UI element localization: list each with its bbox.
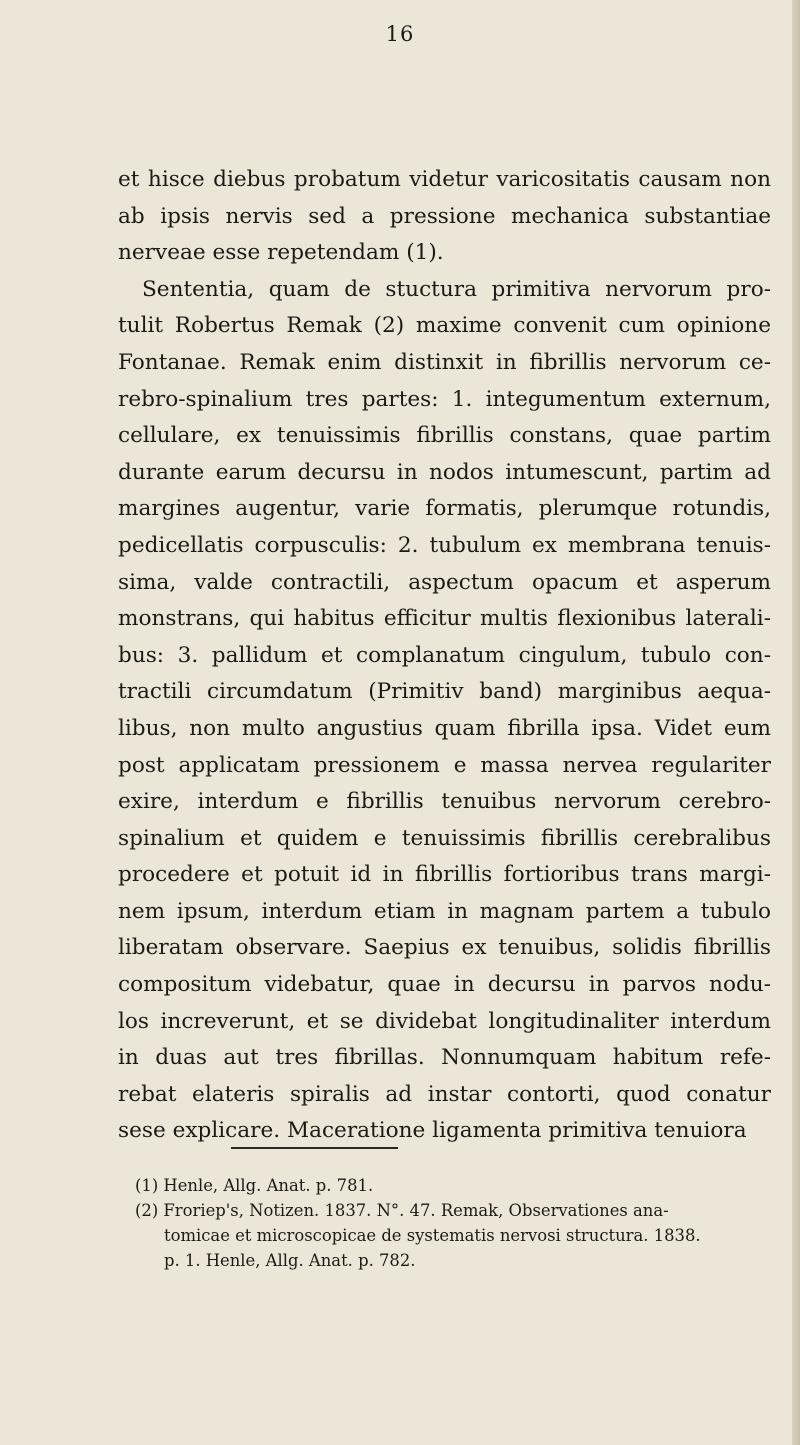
text-line: monstrans, qui habitus efficitur multis flexionibus laterali- <box>118 606 771 632</box>
text-line: sese explicare. Maceratione ligamenta primitiva tenuiora <box>118 1118 747 1144</box>
text-line: nerveae esse repetendam (1). <box>118 240 444 266</box>
text-line: ab ipsis nervis sed a pressione mechanica substantiae <box>118 203 771 229</box>
text-line: tractili circumdatum (Primitiv band) marginibus aequa- <box>118 679 771 705</box>
text-line: procedere et potuit id in fibrillis fortioribus trans margi- <box>118 862 771 888</box>
text-line: margines augentur, varie formatis, plerumque rotundis, <box>118 496 771 522</box>
text-line: rebro-spinalium tres partes: 1. integumentum externum, <box>118 386 771 412</box>
text-line: compositum videbatur, quae in decursu in parvos nodu- <box>118 972 771 998</box>
page-number: 16 <box>385 22 415 46</box>
text-line: liberatam observare. Saepius ex tenuibus, solidis fibrillis <box>118 935 771 961</box>
footnote-2-continuation: tomicae et microscopicae de systematis nervosi structura. 1838. <box>164 1226 701 1245</box>
text-line: exire, interdum e fibrillis tenuibus nervorum cerebro- <box>118 789 771 815</box>
text-line: sima, valde contractili, aspectum opacum et asperum <box>118 569 771 595</box>
text-line: rebat elateris spiralis ad instar contorti, quod conatur <box>118 1081 771 1107</box>
page-edge-shadow <box>792 0 800 1445</box>
footnotes <box>135 1173 775 1273</box>
text-line: tulit Robertus Remak (2) maxime convenit cum opinione <box>118 313 771 339</box>
text-line: pedicellatis corpusculis: 2. tubulum ex membrana tenuis- <box>118 532 771 558</box>
text-line: Fontanae. Remak enim distinxit in fibrillis nervorum ce- <box>118 349 771 375</box>
body-text <box>118 162 771 1150</box>
text-line: cellulare, ex tenuissimis fibrillis constans, quae partim <box>118 423 771 449</box>
text-line: durante earum decursu in nodos intumescunt, partim ad <box>118 459 771 485</box>
text-line: et hisce diebus probatum videtur varicositatis causam non <box>118 167 771 192</box>
text-line: Sententia, quam de stuctura primitiva nervorum pro- <box>142 276 771 302</box>
footnote-separator <box>231 1147 398 1149</box>
text-line: spinalium et quidem e tenuissimis fibrillis cerebralibus <box>118 825 771 851</box>
text-line: bus: 3. pallidum et complanatum cingulum, tubulo con- <box>118 642 771 668</box>
text-line: post applicatam pressionem e massa nervea regulariter <box>118 752 771 778</box>
footnote-2-continuation: p. 1. Henle, Allg. Anat. p. 782. <box>164 1251 416 1270</box>
footnote-1: (1) Henle, Allg. Anat. p. 781. <box>135 1176 374 1195</box>
text-line: nem ipsum, interdum etiam in magnam partem a tubulo <box>118 898 771 924</box>
text-line: los increverunt, et se dividebat longitudinaliter interdum <box>118 1008 771 1034</box>
footnote-2: (2) Froriep's, Notizen. 1837. N°. 47. Remak, Observationes ana- <box>135 1201 669 1220</box>
text-line: in duas aut tres fibrillas. Nonnumquam habitum refe- <box>118 1045 771 1071</box>
text-line: libus, non multo angustius quam fibrilla ipsa. Videt eum <box>118 715 771 741</box>
